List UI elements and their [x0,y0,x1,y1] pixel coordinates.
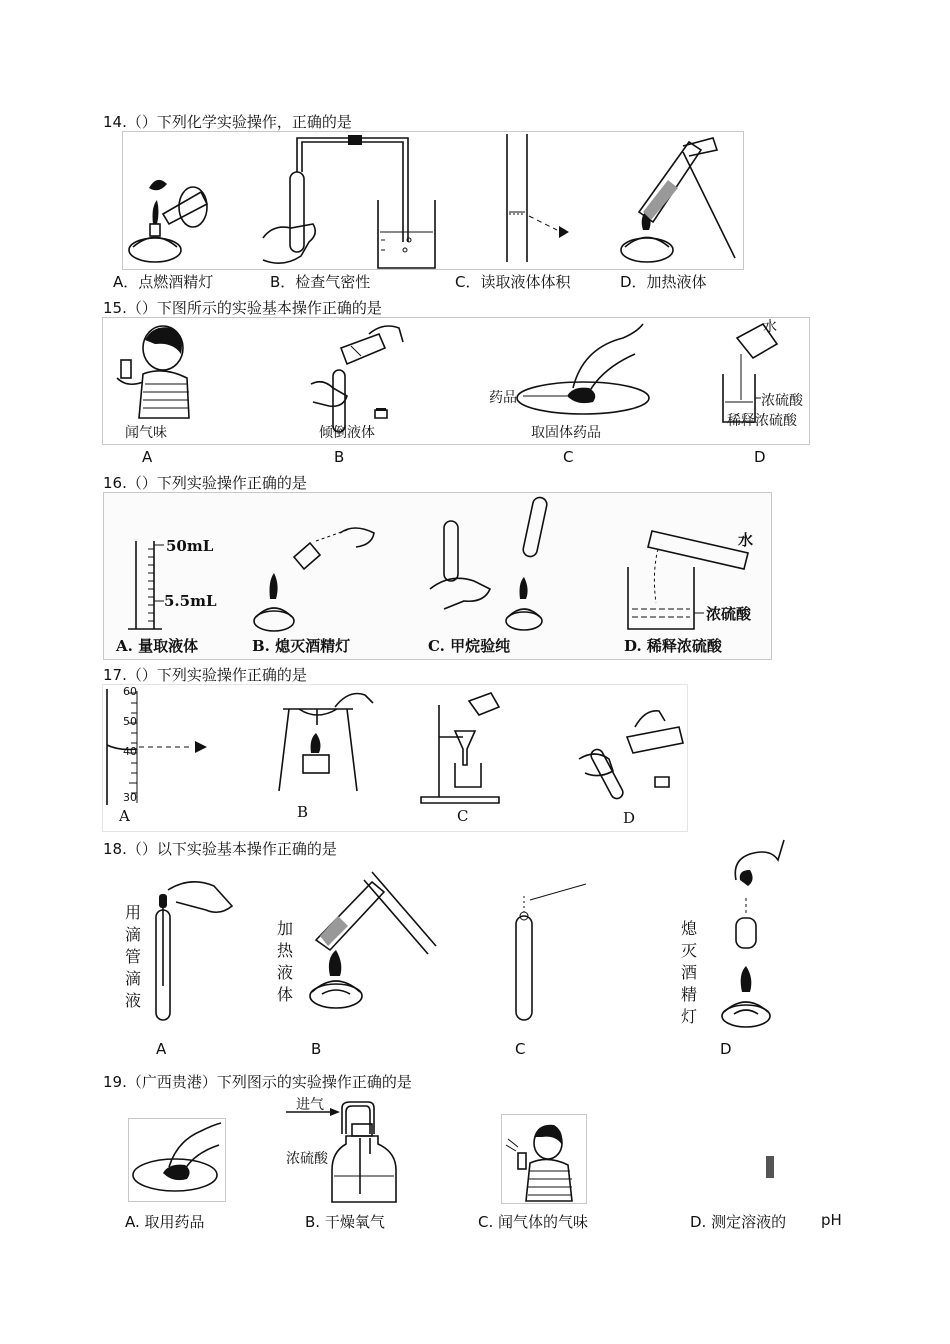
q18-figure-c [516,884,586,1020]
question-15-stem: 15.（）下图所示的实验基本操作正确的是 [103,299,382,317]
q17-scale-40: 40 [123,745,137,758]
q15-acid-label: 浓硫酸 [761,393,803,409]
q17-figure-b [279,694,373,792]
q18-label-a: 用滴管滴液 [124,903,141,1010]
q16-cylinder-mark: 5.5mL [164,592,217,610]
q16-caption-d: D. 稀释浓硫酸 [624,637,722,655]
q17-letter-c: C [457,807,469,825]
q19-figure-c [501,1114,587,1204]
q15-caption-b: 倾倒液体 [319,425,375,441]
q18-figure-d [722,840,784,1027]
q14-option-c: C．读取液体体积 [455,273,571,291]
q15-caption-a: 闻气味 [125,425,167,441]
q14-option-b: B．检查气密性 [270,273,371,291]
q19-option-b: B. 干燥氧气 [305,1213,385,1231]
q17-scale-60: 60 [123,685,137,698]
q18-letter-a: A [156,1040,167,1058]
q18-figure-a [156,882,232,1020]
q14-figure-b [263,135,435,268]
q15-water-label: 水 [763,319,777,335]
q16-figure [103,492,772,660]
q14-figure-a [129,180,207,262]
q15-letter-d: D [754,448,766,466]
q16-cylinder-top: 50mL [166,537,214,555]
q17-figure-c [421,693,499,803]
q19-inlet-label: 进气 [296,1097,324,1113]
q18-label-b: 加热液体 [276,919,293,1004]
question-17-stem: 17.（）下列实验操作正确的是 [103,666,307,684]
q19-figure-d [766,1156,774,1178]
q15-drug-label: 药品 [489,390,517,406]
q19-option-d: D. 测定溶液的 [690,1213,787,1231]
q17-figure [102,684,688,832]
q18-label-d: 熄灭酒精灯 [680,919,697,1026]
q15-letter-c: C [563,448,574,466]
q15-figure-c [517,324,649,414]
q15-figure [102,317,810,445]
q19-option-c: C. 闻气体的气味 [478,1213,589,1231]
q19-acid-label: 浓硫酸 [286,1151,328,1167]
question-16-stem: 16.（）下列实验操作正确的是 [103,474,307,492]
q14-option-a: A．点燃酒精灯 [113,273,214,291]
q14-figure [122,131,744,270]
q16-caption-c: C. 甲烷验纯 [428,637,511,655]
q18-figure [110,836,810,1036]
q15-figure-a [117,326,189,418]
q17-letter-d: D [623,809,636,827]
q19-option-a: A. 取用药品 [125,1213,205,1231]
q17-letter-a: A [119,807,130,825]
q17-figure-a [107,689,207,805]
q16-caption-b: B. 熄灭酒精灯 [252,637,351,655]
question-18-stem: 18.（）以下实验基本操作正确的是 [103,840,337,858]
q17-scale-50: 50 [123,715,137,728]
question-19-stem: 19.（广西贵港）下列图示的实验操作正确的是 [103,1073,412,1091]
q14-option-d: D．加热液体 [620,273,707,291]
question-14-stem: 14.（）下列化学实验操作，正确的是 [103,113,352,131]
q14-figure-d [621,138,735,262]
q18-figure-b [310,872,436,1008]
q17-figure-d [579,711,683,801]
q15-figure-b [311,326,403,432]
q17-letter-b: B [297,803,309,821]
q18-letter-d: D [720,1040,732,1058]
q18-letter-c: C [515,1040,526,1058]
q16-acid-label: 浓硫酸 [706,605,752,623]
q19-figure-a [128,1118,226,1202]
q14-figure-c [507,134,569,262]
q15-caption-c: 取固体药品 [531,425,601,441]
q17-scale-30: 30 [123,791,137,804]
q15-letter-b: B [334,448,345,466]
q18-letter-b: B [311,1040,322,1058]
q15-caption-d: 稀释浓硫酸 [727,413,797,429]
q15-letter-a: A [142,448,153,466]
q16-water-label: 水 [738,531,754,549]
q19-ph-label: pH [821,1211,842,1229]
q16-caption-a: A. 量取液体 [116,637,199,655]
